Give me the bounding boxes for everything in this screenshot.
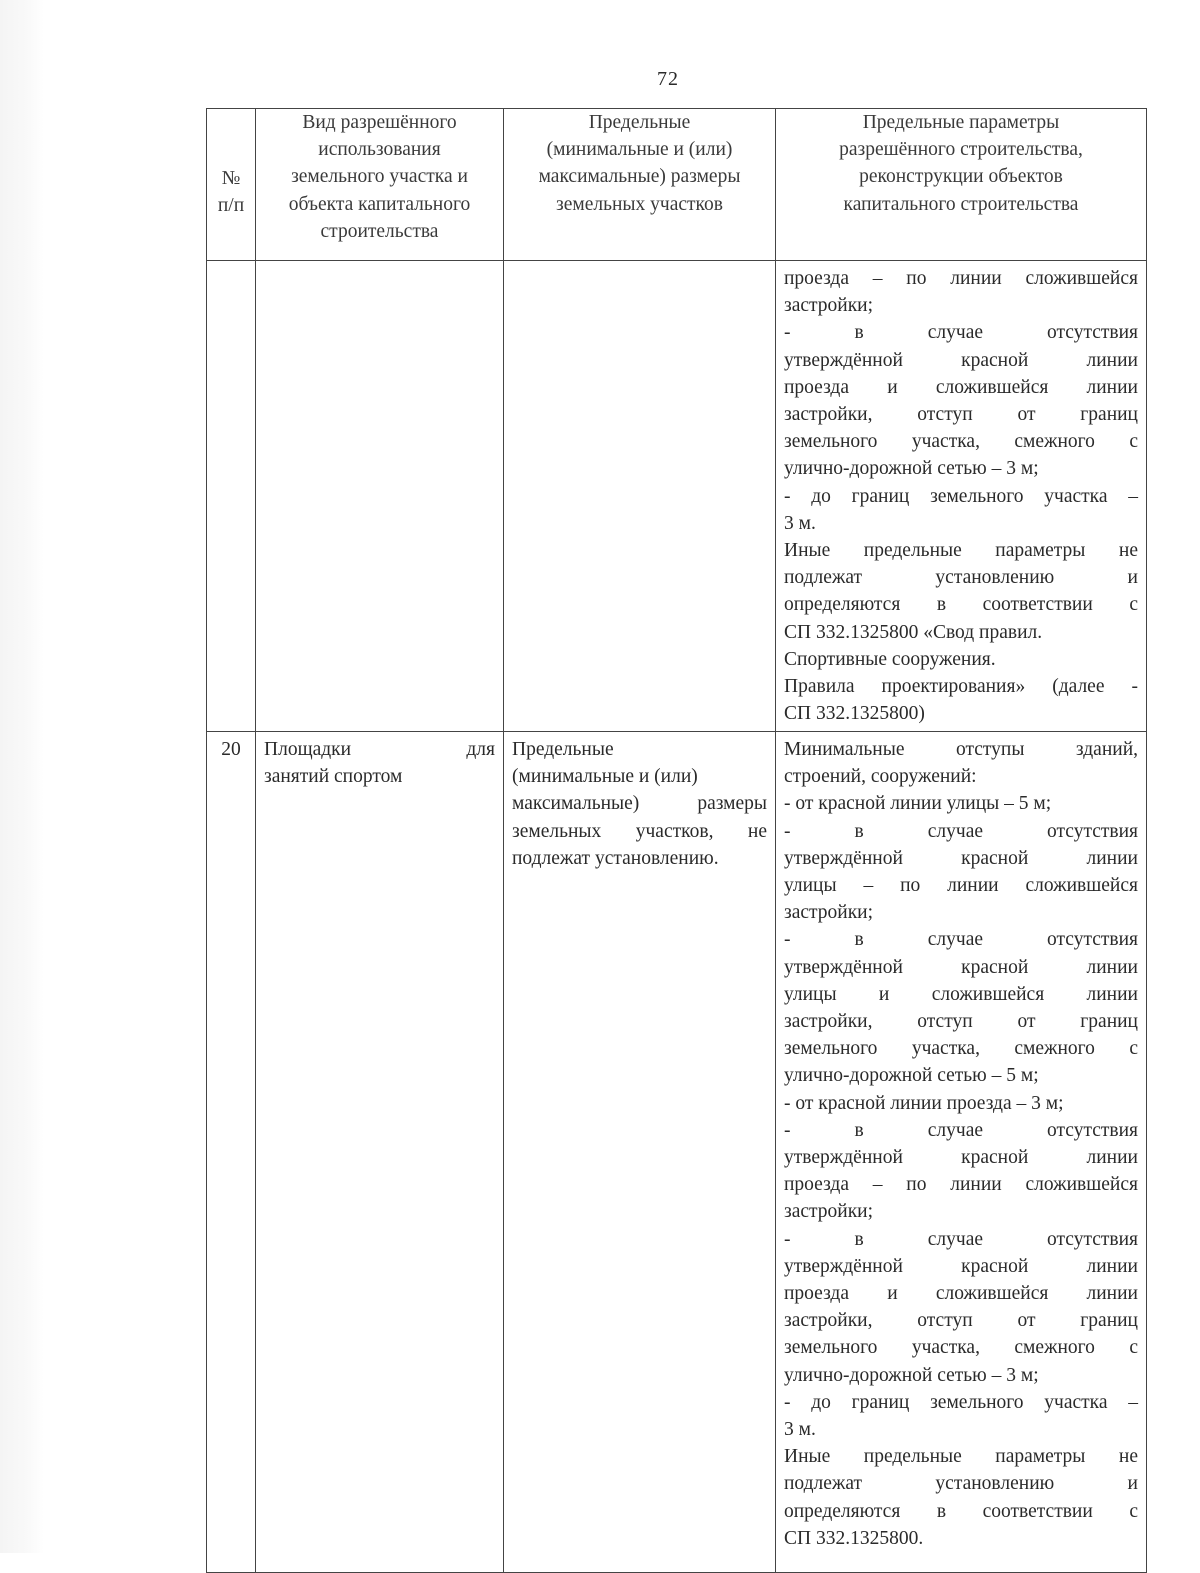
text-line: застройки; <box>784 1201 874 1223</box>
table-row <box>207 261 1147 732</box>
land-use-cell <box>256 261 504 732</box>
construction-params-cell <box>776 261 1147 732</box>
header-line: максимальные) размеры <box>538 166 741 188</box>
row-number <box>207 261 256 732</box>
text-line: застройки; <box>784 295 874 317</box>
text-line: Минимальные отступы зданий, <box>784 739 1138 760</box>
header-line: строительства <box>320 220 439 242</box>
text-line: Предельные <box>512 739 614 760</box>
text-line: - в случае отсутствия <box>784 1119 1138 1141</box>
header-line: п/п <box>217 194 245 216</box>
text-line: утверждённой красной линии <box>784 847 1138 869</box>
text-line: - от красной линии проезда – 3 м; <box>784 1092 1064 1114</box>
text-line: подлежат установлению и <box>784 1473 1138 1495</box>
text-line: (минимальные и (или) <box>512 766 698 788</box>
text-line: проезда – по линии сложившейся <box>784 1174 1138 1196</box>
text-line: Иные предельные параметры не <box>784 540 1138 562</box>
text-line: - в случае отсутствия <box>784 322 1138 344</box>
zoning-parameters-table <box>206 108 1147 1573</box>
text-line: улично-дорожной сетью – 3 м; <box>784 1364 1039 1386</box>
text-line: подлежат установлению и <box>784 567 1138 589</box>
text-line: Правила проектирования» (далее - <box>784 676 1138 698</box>
text-line: проезда – по линии сложившейся <box>784 268 1138 289</box>
construction-params-cell <box>776 732 1147 1573</box>
text-line: - в случае отсутствия <box>784 1228 1138 1250</box>
text-line: строений, сооружений: <box>784 766 977 788</box>
text-line: проезда и сложившейся линии <box>784 376 1138 398</box>
header-line: Вид разрешённого <box>302 112 457 133</box>
text-line: - в случае отсутствия <box>784 929 1138 951</box>
text-line: проезда и сложившейся линии <box>784 1283 1138 1305</box>
row-number: 20 <box>207 732 256 1573</box>
header-plot-size <box>504 109 776 261</box>
scan-edge-shadow <box>0 0 44 1553</box>
text-line: застройки, отступ от границ <box>784 404 1138 426</box>
text-line: занятий спортом <box>264 766 403 788</box>
text-line: улицы и сложившейся линии <box>784 983 1138 1005</box>
text-line: утверждённой красной линии <box>784 1255 1138 1277</box>
header-line: (минимальные и (или) <box>546 139 733 161</box>
text-line: улицы – по линии сложившейся <box>784 875 1138 897</box>
header-line: № <box>221 167 241 189</box>
header-line: Предельные <box>588 112 691 133</box>
plot-size-cell <box>504 261 776 732</box>
text-line: СП 332.1325800 «Свод правил. <box>784 621 1043 643</box>
header-land-use <box>256 109 504 261</box>
text-line: улично-дорожной сетью – 3 м; <box>784 458 1039 480</box>
text-line: земельного участка, смежного с <box>784 1038 1138 1060</box>
text-line: - в случае отсутствия <box>784 820 1138 842</box>
text-line: застройки, отступ от границ <box>784 1011 1138 1033</box>
text-line: застройки, отступ от границ <box>784 1310 1138 1332</box>
header-line: земельных участков <box>556 193 723 215</box>
text-line: - от красной линии улицы – 5 м; <box>784 793 1052 815</box>
header-line: земельного участка и <box>291 166 468 188</box>
text-line: земельных участков, не <box>512 820 767 842</box>
text-line: земельного участка, смежного с <box>784 431 1138 453</box>
land-use-cell <box>256 732 504 1573</box>
text-line: Спортивные сооружения. <box>784 648 996 670</box>
text-line: определяются в соответствии с <box>784 1500 1138 1522</box>
header-num <box>207 109 256 261</box>
text-line: 3 м. <box>784 512 816 534</box>
text-line: СП 332.1325800) <box>784 703 925 725</box>
text-line: - до границ земельного участка – <box>784 485 1138 507</box>
text-line: земельного участка, смежного с <box>784 1337 1138 1359</box>
header-line: капитального строительства <box>843 193 1079 215</box>
header-line: Предельные параметры <box>862 112 1060 133</box>
text-line: 3 м. <box>784 1419 816 1441</box>
text-line: подлежат установлению. <box>512 847 719 869</box>
text-line: Иные предельные параметры не <box>784 1446 1138 1468</box>
table-row <box>207 732 1147 1573</box>
header-construction <box>776 109 1147 261</box>
text-line: максимальные) размеры <box>512 793 767 815</box>
header-line: разрешённого строительства, <box>839 139 1083 161</box>
text-line: утверждённой красной линии <box>784 349 1138 371</box>
table-header-row <box>207 109 1147 261</box>
header-line: объекта капитального <box>288 193 471 215</box>
page-number: 72 <box>657 68 679 90</box>
text-line: определяются в соответствии с <box>784 594 1138 616</box>
header-line: использования <box>318 139 441 161</box>
text-line: утверждённой красной линии <box>784 1147 1138 1169</box>
text-line: - до границ земельного участка – <box>784 1391 1138 1413</box>
text-line: Площадки для <box>264 739 495 760</box>
text-line: улично-дорожной сетью – 5 м; <box>784 1065 1039 1087</box>
text-line: утверждённой красной линии <box>784 956 1138 978</box>
plot-size-cell <box>504 732 776 1573</box>
header-line: реконструкции объектов <box>859 166 1063 188</box>
text-line: застройки; <box>784 902 874 924</box>
text-line: СП 332.1325800. <box>784 1527 924 1549</box>
